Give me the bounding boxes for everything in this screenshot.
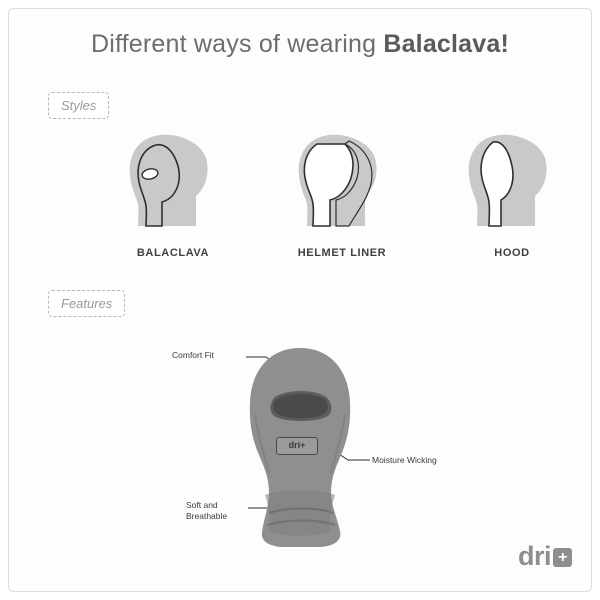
style-item-helmet-liner bbox=[262, 130, 422, 259]
brand-logo-plus: + bbox=[553, 548, 572, 567]
brand-patch: dri+ bbox=[276, 437, 318, 455]
section-tag-styles bbox=[48, 92, 109, 119]
title-trail: ! bbox=[500, 30, 510, 58]
head-profile-balaclava-icon bbox=[93, 130, 253, 235]
head-profile-hood-icon bbox=[432, 130, 592, 235]
section-tag-features-label: Features bbox=[61, 296, 113, 311]
callout-soft-breathable: Soft and Breathable bbox=[186, 500, 228, 521]
section-tag-styles-label: Styles bbox=[61, 98, 97, 113]
style-label-balaclava: BALACLAVA bbox=[136, 247, 210, 259]
styles-row bbox=[40, 130, 560, 270]
style-label-helmet-liner: HELMET LINER bbox=[297, 247, 387, 259]
style-label-hood: HOOD bbox=[494, 247, 530, 259]
callout-moisture-wicking: Moisture Wicking bbox=[372, 455, 437, 465]
section-tag-features bbox=[48, 290, 125, 317]
style-item-hood bbox=[432, 130, 592, 259]
title-emphasis: Balaclava bbox=[383, 30, 501, 58]
style-item-balaclava bbox=[93, 130, 253, 259]
callout-comfort-fit: Comfort Fit bbox=[172, 350, 215, 360]
brand-logo bbox=[518, 541, 572, 572]
page-title bbox=[0, 30, 600, 59]
title-lead: Different ways of wearing bbox=[90, 30, 384, 58]
head-profile-helmet-liner-icon bbox=[262, 130, 422, 235]
brand-logo-word: dri bbox=[517, 541, 551, 571]
